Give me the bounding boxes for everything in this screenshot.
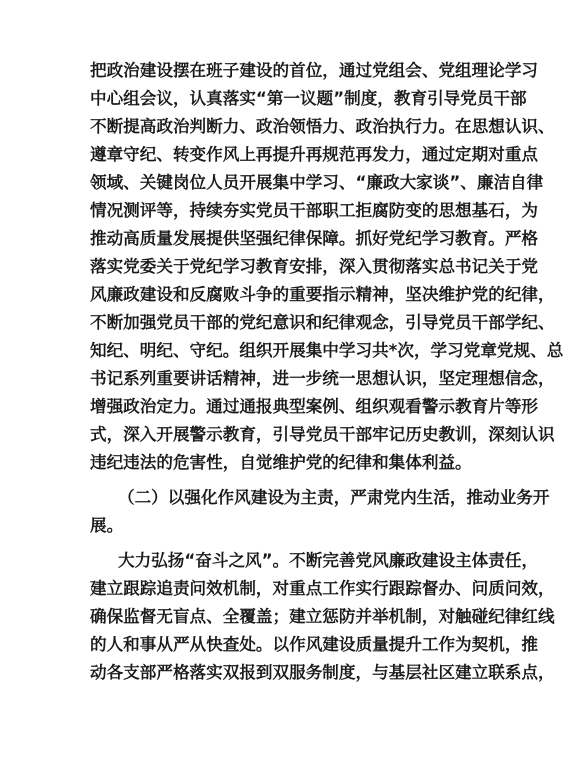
paragraph-line: 遵章守纪、转变作风上再提升再规范再发力，通过定期对重点	[90, 145, 539, 164]
paragraph-line: 确保监督无盲点、全覆盖；建立惩防并举机制，对触碰纪律红线	[90, 607, 555, 626]
paragraph-line: 把政治建设摆在班子建设的首位，通过党组会、党组理论学习	[90, 61, 539, 80]
paragraph-line: 推动高质量发展提供坚强纪律保障。抓好党纪学习教育。严格	[90, 229, 539, 248]
paragraph-line: 落实党委关于党纪学习教育安排，深入贯彻落实总书记关于党	[90, 257, 539, 276]
paragraph-line: 书记系列重要讲话精神，进一步统一思想认识，坚定理想信念，	[90, 369, 555, 388]
paragraph-line: 风廉政建设和反腐败斗争的重要指示精神，坚决维护党的纪律，	[90, 285, 555, 304]
paragraph-line: 大力弘扬“奋斗之风”。不断完善党风廉政建设主体责任，	[118, 551, 539, 570]
paragraph-line: 式，深入开展警示教育，引导党员干部牢记历史教训，深刻认识	[90, 425, 555, 444]
section-heading: 展。	[90, 516, 124, 535]
paragraph-line: 不断提高政治判断力、政治领悟力、政治执行力。在思想认识、	[90, 117, 555, 136]
paragraph-line: 情况测评等，持续夯实党员干部职工拒腐防变的思想基石，为	[90, 201, 539, 220]
section-heading: （二）以强化作风建设为主责，严肃党内生活，推动业务开	[118, 488, 550, 507]
paragraph-line: 领域、关键岗位人员开展集中学习、“廉政大家谈”、廉洁自律	[90, 173, 544, 192]
paragraph-line: 动各支部严格落实双报到双服务制度，与基层社区建立联系点，	[90, 663, 555, 682]
paragraph-line: 不断加强党员干部的党纪意识和纪律观念，引导党员干部学纪、	[90, 313, 555, 332]
paragraph-line: 增强政治定力。通过通报典型案例、组织观看警示教育片等形	[90, 397, 539, 416]
paragraph-line: 违纪违法的危害性，自觉维护党的纪律和集体利益。	[90, 453, 472, 472]
paragraph-line: 的人和事从严从快查处。以作风建设质量提升工作为契机，推	[90, 635, 539, 654]
paragraph-line: 建立跟踪追责问效机制，对重点工作实行跟踪督办、问质问效，	[90, 579, 555, 598]
paragraph-line: 知纪、明纪、守纪。组织开展集中学习共*次，学习党章党规、总	[90, 341, 564, 360]
paragraph-line: 中心组会议，认真落实“第一议题”制度，教育引导党员干部	[90, 89, 527, 108]
